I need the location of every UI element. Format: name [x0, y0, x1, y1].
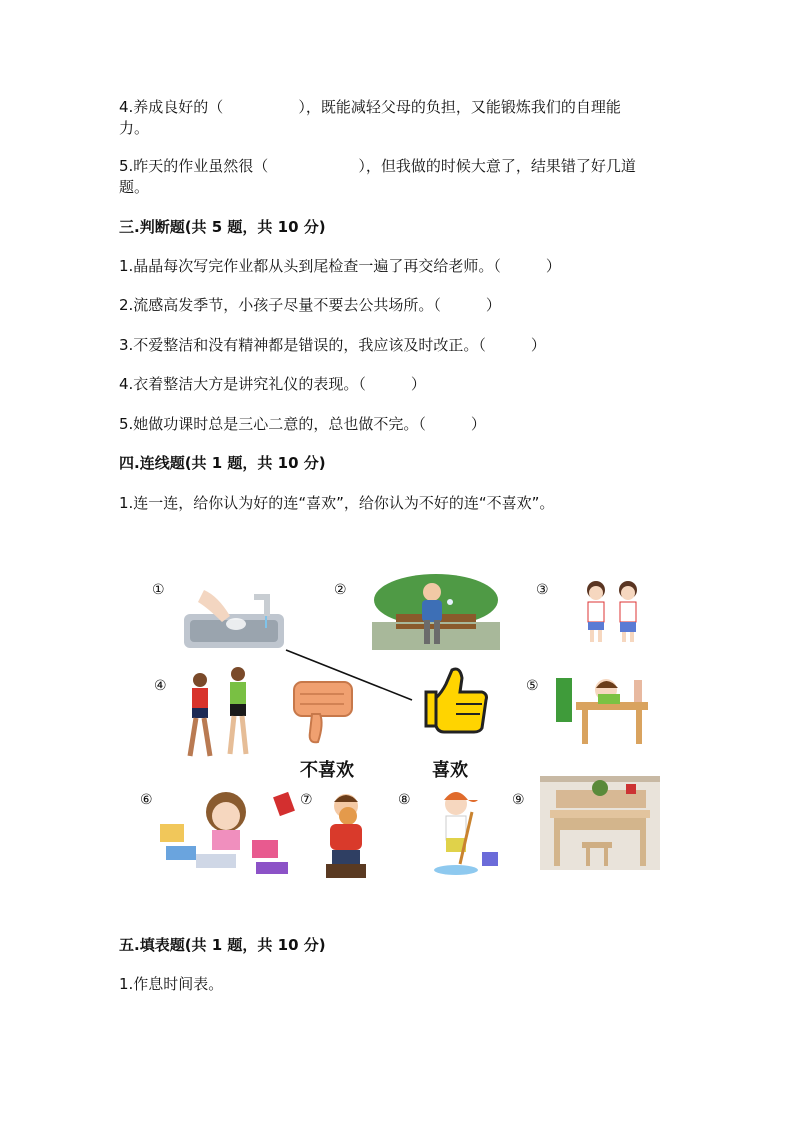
figure-number-5: ⑤ — [526, 678, 539, 694]
connecting-line — [280, 646, 420, 706]
sleeping-at-desk-picture — [556, 668, 652, 748]
connect-q1: 1.连一连，给你认为好的连“喜欢”，给你认为不好的连“不喜欢”。 — [119, 494, 555, 512]
like-label: 喜欢 — [432, 760, 468, 781]
man-on-bench-picture — [372, 572, 500, 650]
judge-q3: 3.不爱整洁和没有精神都是错误的，我应该及时改正。（ ） — [119, 336, 546, 354]
fill-blank-q5: 5.昨天的作业虽然很（ ），但我做的时候大意了，结果错了好几道 — [119, 157, 636, 175]
figure-number-9: ⑨ — [512, 792, 525, 808]
mopping-girl-picture — [426, 786, 502, 878]
judge-q1: 1.晶晶每次写完作业都从头到尾检查一遍了再交给老师。（ ） — [119, 257, 561, 275]
dislike-label: 不喜欢 — [300, 760, 354, 781]
fill-blank-q4: 4.养成良好的（ ），既能减轻父母的负担，又能锻炼我们的自理能 — [119, 98, 621, 116]
section-title-table: 五.填表题(共 1 题，共 10 分) — [119, 936, 326, 954]
eating-boy-picture — [318, 790, 374, 882]
figure-number-7: ⑦ — [300, 792, 313, 808]
handwashing-picture — [184, 584, 292, 660]
judge-q2: 2.流感高发季节，小孩子尽量不要去公共场所。（ ） — [119, 296, 501, 314]
matching-figure — [0, 560, 794, 900]
figure-number-6: ⑥ — [140, 792, 153, 808]
runners-picture — [180, 664, 260, 768]
thumb-up-icon — [424, 664, 488, 734]
fill-blank-q5-cont: 题。 — [119, 178, 150, 196]
figure-number-4: ④ — [154, 678, 167, 694]
judge-q5: 5.她做功课时总是三心二意的，总也做不完。（ ） — [119, 415, 486, 433]
figure-number-2: ② — [334, 582, 347, 598]
figure-number-8: ⑧ — [398, 792, 411, 808]
tidy-desk-picture — [540, 776, 660, 870]
figure-number-3: ③ — [536, 582, 549, 598]
table-q1: 1.作息时间表。 — [119, 975, 224, 993]
messy-room-picture — [156, 784, 296, 880]
section-title-judge: 三.判断题(共 5 题，共 10 分) — [119, 218, 326, 236]
judge-q4: 4.衣着整洁大方是讲究礼仪的表现。（ ） — [119, 375, 426, 393]
section-title-connect: 四.连线题(共 1 题，共 10 分) — [119, 454, 326, 472]
figure-number-1: ① — [152, 582, 165, 598]
children-picture — [576, 578, 652, 646]
fill-blank-q4-cont: 力。 — [119, 119, 150, 137]
